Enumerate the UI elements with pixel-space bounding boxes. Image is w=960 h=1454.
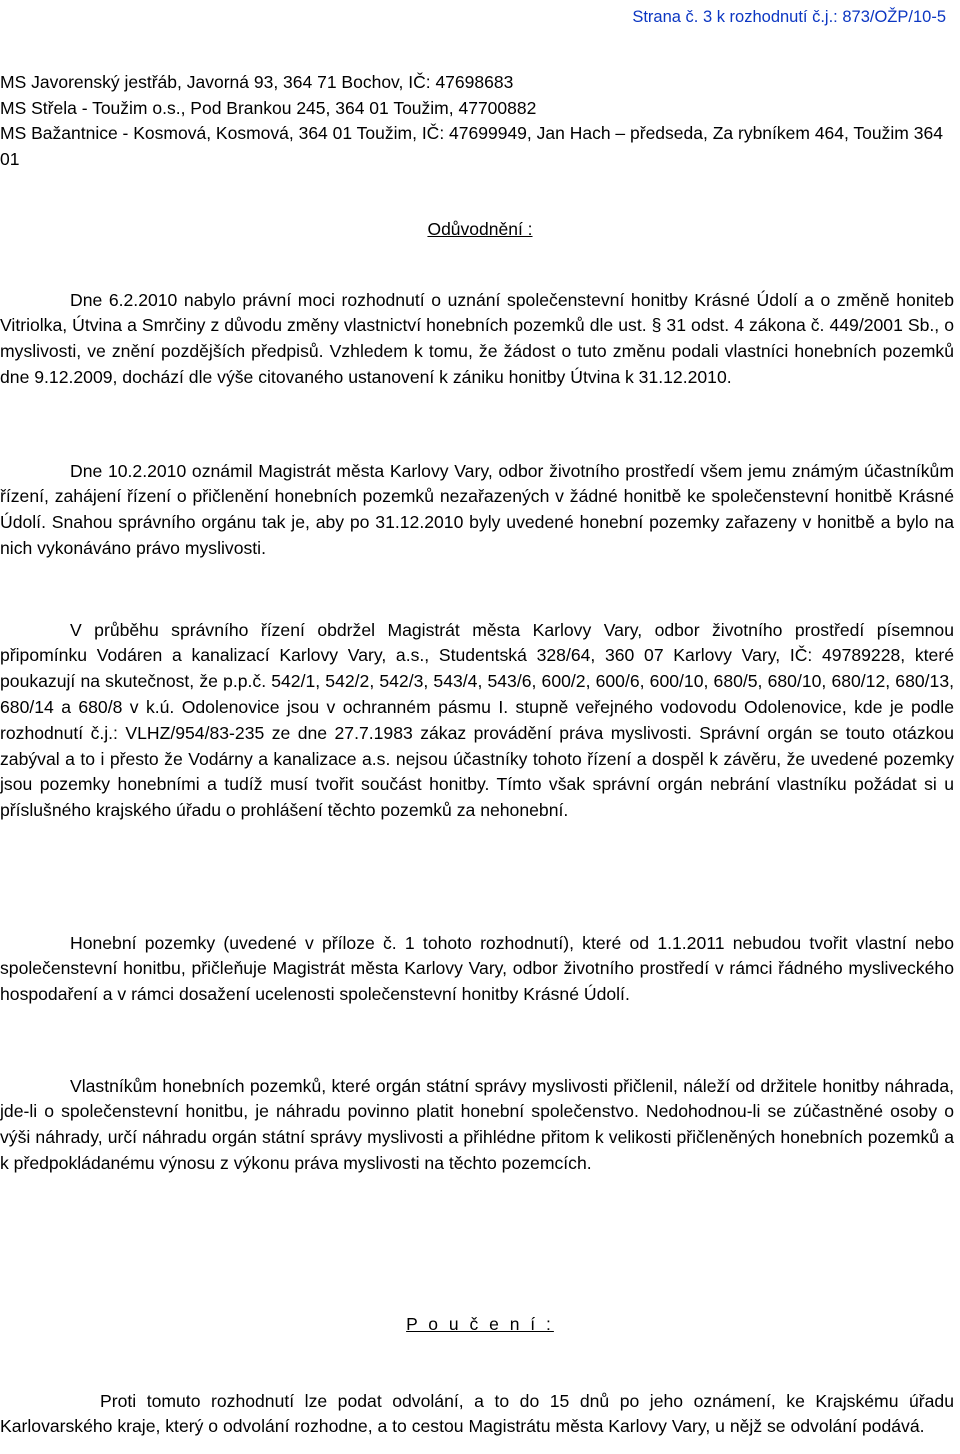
oduvodneni-heading: [0, 217, 960, 242]
address-line-strela: MS Střela - Toužim o.s., Pod Brankou 245, 364 01 Toužim, 47700882: [0, 97, 537, 118]
address-list: [0, 70, 958, 172]
oduvodneni-heading-text: Odůvodnění :: [427, 219, 533, 239]
paragraph-compensation: Vlastníkům honebních pozemků, které orgán státní správy myslivosti přičlenil, náleží od držitele honitby náhrada, jde-li o společenstevní honitbu, je náhradu povinno platit honební společenstvo. Nedohodnou-li se zúčastněné osoby o výši náhrady, určí náhradu orgán státní správy myslivosti a přihlédne přitom k velikosti přičleněných honebních pozemků a k předpokládanému výnosu z výkonu práva myslivosti na těchto pozemcích.: [0, 1075, 954, 1173]
paragraph-objection: V průběhu správního řízení obdržel Magistrát města Karlovy Vary, odbor životního prostředí písemnou připomínku Vodáren a kanalizací Karlovy Vary, a.s., Studentská 328/64, 360 07 Karlovy Vary, IČ: 49789228, které poukazují na skutečnost, že p.p.č. 542/1, 542/2, 542/3, 543/4, 543/6, 600/2, 600/6, 600/10, 680/5, 680/10, 680/12, 680/13, 680/14 a 680/8 v k.ú. Odolenovice jsou v ochranném pásmu I. stupně veřejného vodovodu Odolenovice, kde je podle rozhodnutí č.j.: VLHZ/954/83-235 ze dne 27.7.1983 zákaz provádění práva myslivosti. Správní orgán se touto otázkou zabýval a to i přesto že Vodárny a kanalizace a.s. nejsou účastníky tohoto řízení a dospěl k závěru, že uvedené pozemky jsou pozemky honebními a tudíž musí tvořit součást honitby. Tímto však správní orgán nebrání vlastníku požádat si u příslušného krajského úřadu o prohlášení těchto pozemků za nehonební.: [0, 619, 954, 821]
pouceni-heading-text: P o u č e n í :: [406, 1314, 554, 1334]
address-line-bazantnice: MS Bažantnice - Kosmová, Kosmová, 364 01 Toužim, IČ: 47699949, Jan Hach – předseda, Za rybníkem 464, Toužim 364 01: [0, 123, 943, 169]
paragraph-annexed-land: Honební pozemky (uvedené v příloze č. 1 tohoto rozhodnutí), které od 1.1.2011 nebudou tvořit vlastní nebo společenstevní honitbu, přičleňuje Magistrát města Karlovy Vary, odbor životního prostředí v rámci řádného mysliveckého hospodaření a v rámci dosažení ucelenosti společenstevní honitby Krásné Údolí.: [0, 932, 954, 1005]
paragraph-legal-force: Dne 6.2.2010 nabylo právní moci rozhodnutí o uznání společenstevní honitby Krásné Údolí a o změně honiteb Vitriolka, Útvina a Smrčiny z důvodu změny vlastnictví honebních pozemků dle ust. § 31 odst. 4 zákona č. 449/2001 Sb., o myslivosti, ve znění pozdějších předpisů. Vzhledem k tomu, že žádost o tuto změnu podali vlastníci honebních pozemků dne 9.12.2009, dochází dle výše citovaného ustanovení k zániku honitby Útvina k 31.12.2010.: [0, 289, 954, 387]
paragraph-notification: Dne 10.2.2010 oznámil Magistrát města Karlovy Vary, odbor životního prostředí všem jemu známým účastníkům řízení, zahájení řízení o přičlenění honebních pozemků nezařazených v žádné honitbě ke společenstevní honitbě Krásné Údolí. Snahou správního orgánu tak je, aby po 31.12.2010 byly uvedené honební pozemky zařazeny v honitbě a bylo na nich vykonáváno právo myslivosti.: [0, 460, 954, 558]
address-line-javorensky: MS Javorenský jestřáb, Javorná 93, 364 71 Bochov, IČ: 47698683: [0, 72, 514, 92]
paragraph-appeal: Proti tomuto rozhodnutí lze podat odvolání, a to do 15 dnů po jeho oznámení, ke Krajskému úřadu Karlovarského kraje, který o odvolání rozhodne, a to cestou Magistrátu města Karlovy Vary, u nějž se odvolání podává.: [0, 1390, 954, 1437]
page-reference-header: Strana č. 3 k rozhodnutí č.j.: 873/OŽP/10-5: [632, 8, 946, 26]
pouceni-heading: [0, 1312, 960, 1337]
